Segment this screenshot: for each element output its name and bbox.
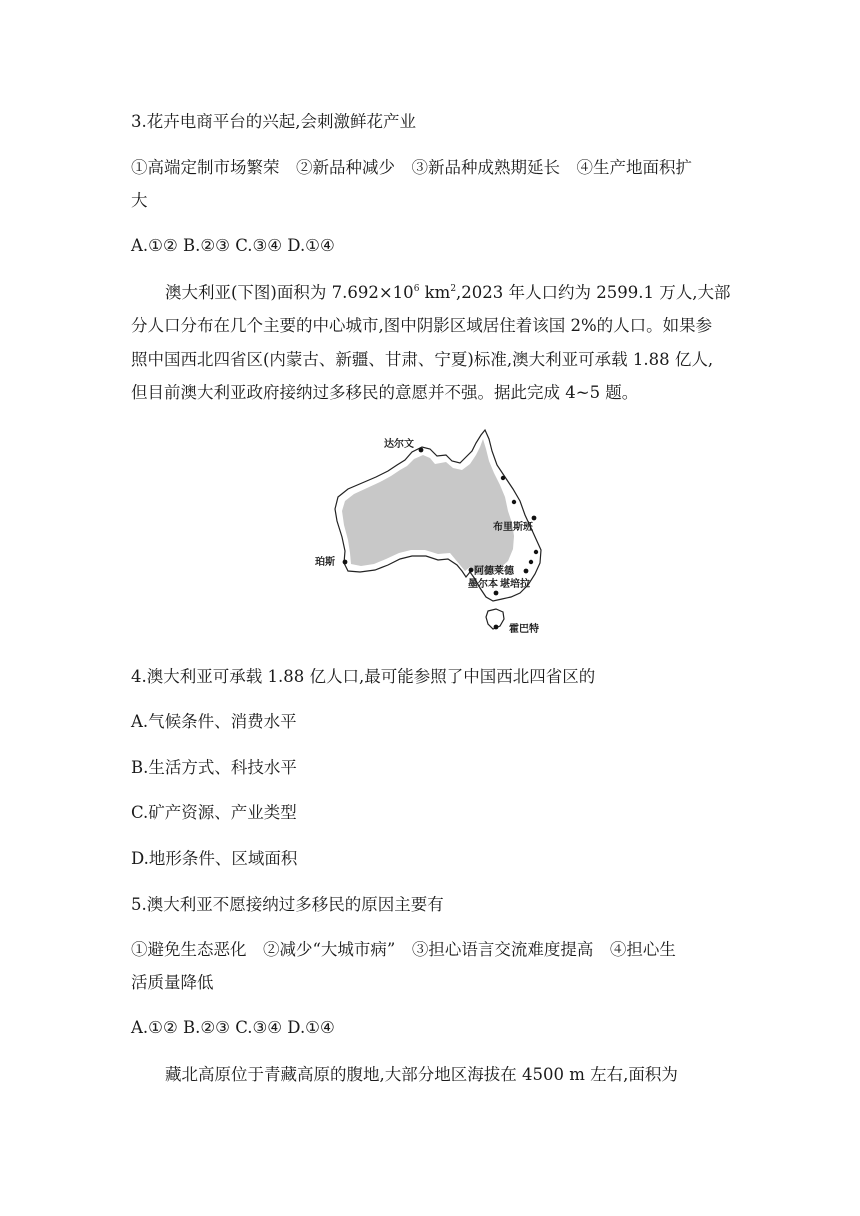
q3-options-line1: ①高端定制市场繁荣 ②新品种减少 ③新品种成熟期延长 ④生产地面积扩	[131, 158, 692, 177]
darwin-dot	[419, 448, 424, 453]
melbourne-dot	[494, 591, 499, 596]
passage1-line1	[165, 281, 731, 305]
passage1-line1-part-b: km	[419, 283, 451, 302]
q4-option-c: C.矿产资源、产业类型	[131, 803, 297, 822]
perth-label: 珀斯	[315, 557, 335, 568]
canberra-label: 堪培拉	[500, 579, 530, 590]
q5-options-line2: 活质量降低	[131, 973, 214, 992]
passage1-line2: 分人口分布在几个主要的中心城市,图中阴影区域居住着该国 2%的人口。如果参	[131, 316, 713, 335]
australia-map	[300, 425, 560, 640]
melbourne-label: 墨尔本	[468, 579, 498, 590]
hobart-dot	[494, 625, 499, 630]
q4-option-a: A.气候条件、消费水平	[131, 712, 297, 731]
passage1-line4: 但目前澳大利亚政府接纳过多移民的意愿并不强。据此完成 4~5 题。	[131, 383, 639, 402]
q4-option-d: D.地形条件、区域面积	[131, 849, 298, 868]
adelaide-dot	[469, 568, 474, 573]
brisbane-dot	[532, 516, 537, 521]
q4-stem: 4.澳大利亚可承载 1.88 亿人口,最可能参照了中国西北四省区的	[131, 667, 596, 686]
passage1-line1-part-a: 澳大利亚(下图)面积为 7.692×10	[165, 283, 414, 302]
q5-stem: 5.澳大利亚不愿接纳过多移民的原因主要有	[131, 895, 444, 914]
passage1-line3: 照中国西北四省区(内蒙古、新疆、甘肃、宁夏)标准,澳大利亚可承载 1.88 亿人,	[131, 350, 714, 369]
perth-dot	[343, 560, 348, 565]
q5-options-line1: ①避免生态恶化 ②减少“大城市病” ③担心语言交流难度提高 ④担心生	[131, 940, 676, 959]
q3-options-line2: 大	[131, 191, 148, 210]
coast-dot-3	[534, 550, 538, 554]
coast-dot-2	[512, 500, 516, 504]
coast-dot-1	[501, 476, 505, 480]
exponent-2: 2	[450, 284, 457, 294]
q3-stem: 3.花卉电商平台的兴起,会刺激鲜花产业	[131, 112, 416, 131]
q5-choices: A.①② B.②③ C.③④ D.①④	[131, 1018, 335, 1037]
darwin-label: 达尔文	[384, 439, 414, 450]
adelaide-label: 阿德莱德	[474, 566, 514, 577]
canberra-dot	[524, 569, 529, 574]
q4-option-b: B.生活方式、科技水平	[131, 758, 297, 777]
q3-choices: A.①② B.②③ C.③④ D.①④	[131, 236, 335, 255]
hobart-label: 霍巴特	[509, 624, 539, 635]
passage2-line1: 藏北高原位于青藏高原的腹地,大部分地区海拔在 4500 m 左右,面积为	[165, 1065, 678, 1084]
coast-dot-4	[529, 560, 533, 564]
passage1-line1-part-c: ,2023 年人口约为 2599.1 万人,大部	[456, 283, 731, 302]
exponent-6: 6	[413, 284, 420, 294]
brisbane-label: 布里斯班	[493, 522, 533, 533]
